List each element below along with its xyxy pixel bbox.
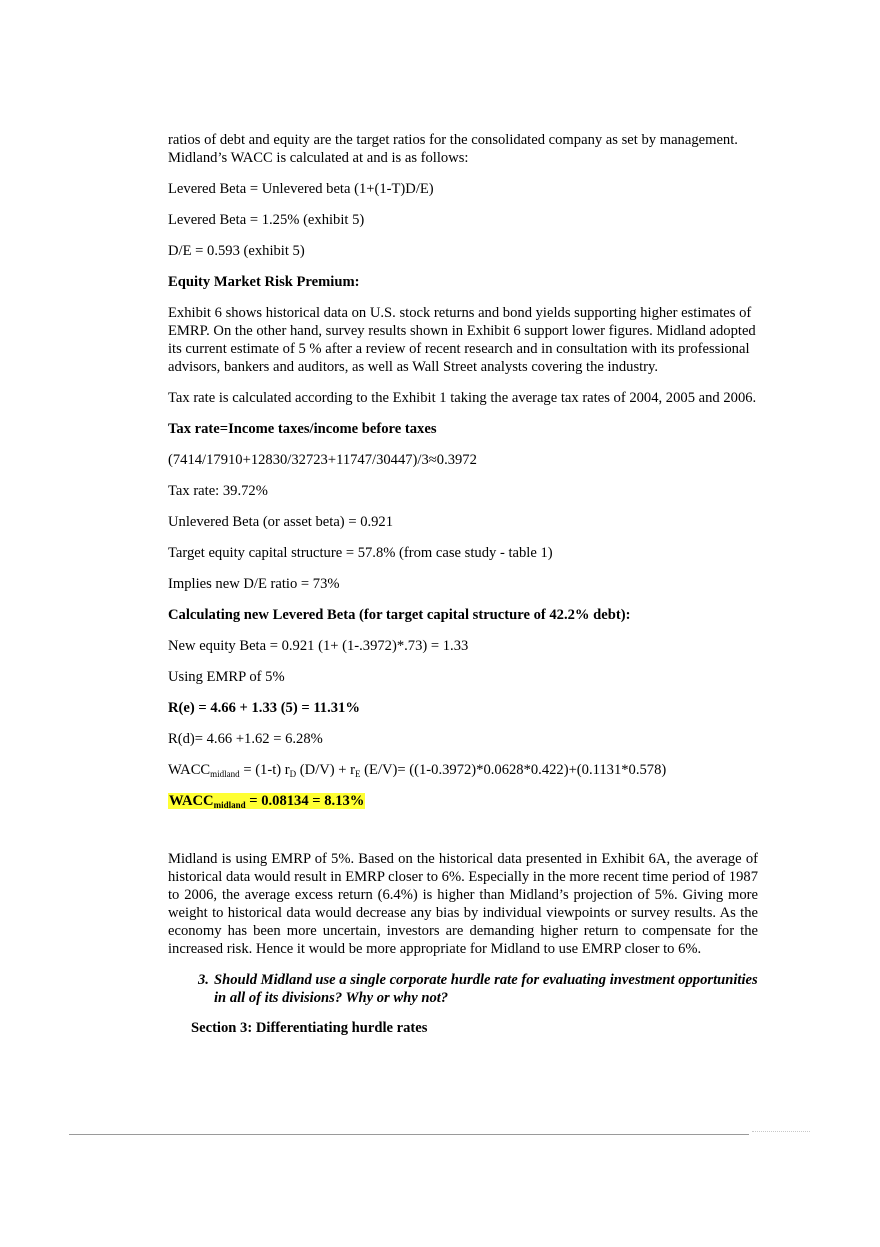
tax-intro: Tax rate is calculated according to the Exhibit 1 taking the average tax rates of 2004, 2005 and 2006. xyxy=(168,390,757,406)
wacc-formula-part2: (D/V) + r xyxy=(296,762,356,778)
tax-rate-value: Tax rate: 39.72% xyxy=(168,483,268,499)
levered-beta-calc-heading: Calculating new Levered Beta (for target capital structure of 42.2% debt): xyxy=(168,607,631,623)
de-ratio-value: D/E = 0.593 (exhibit 5) xyxy=(168,243,305,259)
target-equity-structure: Target equity capital structure = 57.8% (from case study - table 1) xyxy=(168,545,553,561)
rd-subscript: D xyxy=(289,769,297,779)
emrp-heading: Equity Market Risk Premium: xyxy=(168,274,360,290)
new-equity-beta: New equity Beta = 0.921 (1+ (1-.3972)*.73) = 1.33 xyxy=(168,638,469,654)
wacc-result xyxy=(168,792,758,810)
cost-of-debt: R(d)= 4.66 +1.62 = 6.28% xyxy=(168,731,323,747)
wacc-result-value: = 0.08134 = 8.13% xyxy=(245,793,365,809)
question-3 xyxy=(198,971,758,1007)
tax-calculation: (7414/17910+12830/32723+11747/30447)/3≈0.3972 xyxy=(168,452,477,468)
unlevered-beta: Unlevered Beta (or asset beta) = 0.921 xyxy=(168,514,394,530)
re-subscript: E xyxy=(355,769,361,779)
question-number: 3. xyxy=(198,972,209,988)
wacc-result-label: WACC xyxy=(169,793,214,809)
footer-mark xyxy=(752,1131,810,1135)
document-body xyxy=(168,131,758,1050)
wacc-formula-part1: = (1-t) r xyxy=(239,762,290,778)
wacc-formula-part3: (E/V)= ((1-0.3972)*0.0628*0.422)+(0.1131*0.578) xyxy=(360,762,667,778)
wacc-result-highlight xyxy=(168,793,365,809)
footer-rule xyxy=(69,1134,749,1135)
levered-beta-value: Levered Beta = 1.25% (exhibit 5) xyxy=(168,212,365,228)
new-de-ratio: Implies new D/E ratio = 73% xyxy=(168,576,340,592)
emrp-paragraph: Exhibit 6 shows historical data on U.S. stock returns and bond yields supporting higher estimates of EMRP. On the other hand, survey results shown in Exhibit 6 support lower figures. Midland adopted its current estimate of 5 % after a review of recent research and in consultation with its professional advisors, bankers and auditors, as well as Wall Street analysts covering the industry. xyxy=(168,305,756,375)
levered-beta-formula: Levered Beta = Unlevered beta (1+(1-T)D/E) xyxy=(168,181,434,197)
wacc-label: WACC xyxy=(168,762,211,778)
question-text: Should Midland use a single corporate hurdle rate for evaluating investment opportunities in all of its divisions? Why or why not? xyxy=(214,972,758,1006)
using-emrp: Using EMRP of 5% xyxy=(168,669,285,685)
tax-rate-heading: Tax rate=Income taxes/income before taxes xyxy=(168,421,437,437)
section-3-heading: Section 3: Differentiating hurdle rates xyxy=(191,1020,428,1036)
discussion-paragraph: Midland is using EMRP of 5%. Based on the historical data presented in Exhibit 6A, the average of historical data would result in EMRP closer to 6%. Especially in the more recent time period of 1987 to 2006, the average excess return (6.4%) is higher than Midland’s projection of 5%. Giving more weight to historical data would decrease any bias by individual viewpoints or survey results. As the economy has been more uncertain, investors are demanding higher return to compensate for the increased risk. Hence it would be more appropriate for Midland to use EMRP closer to 6%. xyxy=(168,851,758,957)
intro-paragraph: ratios of debt and equity are the target ratios for the consolidated company as set by management. Midland’s WACC is calculated at and is as follows: xyxy=(168,132,738,166)
wacc-formula xyxy=(168,761,758,779)
wacc-subscript: midland xyxy=(210,769,240,779)
cost-of-equity: R(e) = 4.66 + 1.33 (5) = 11.31% xyxy=(168,700,360,716)
wacc-result-subscript: midland xyxy=(213,800,246,810)
